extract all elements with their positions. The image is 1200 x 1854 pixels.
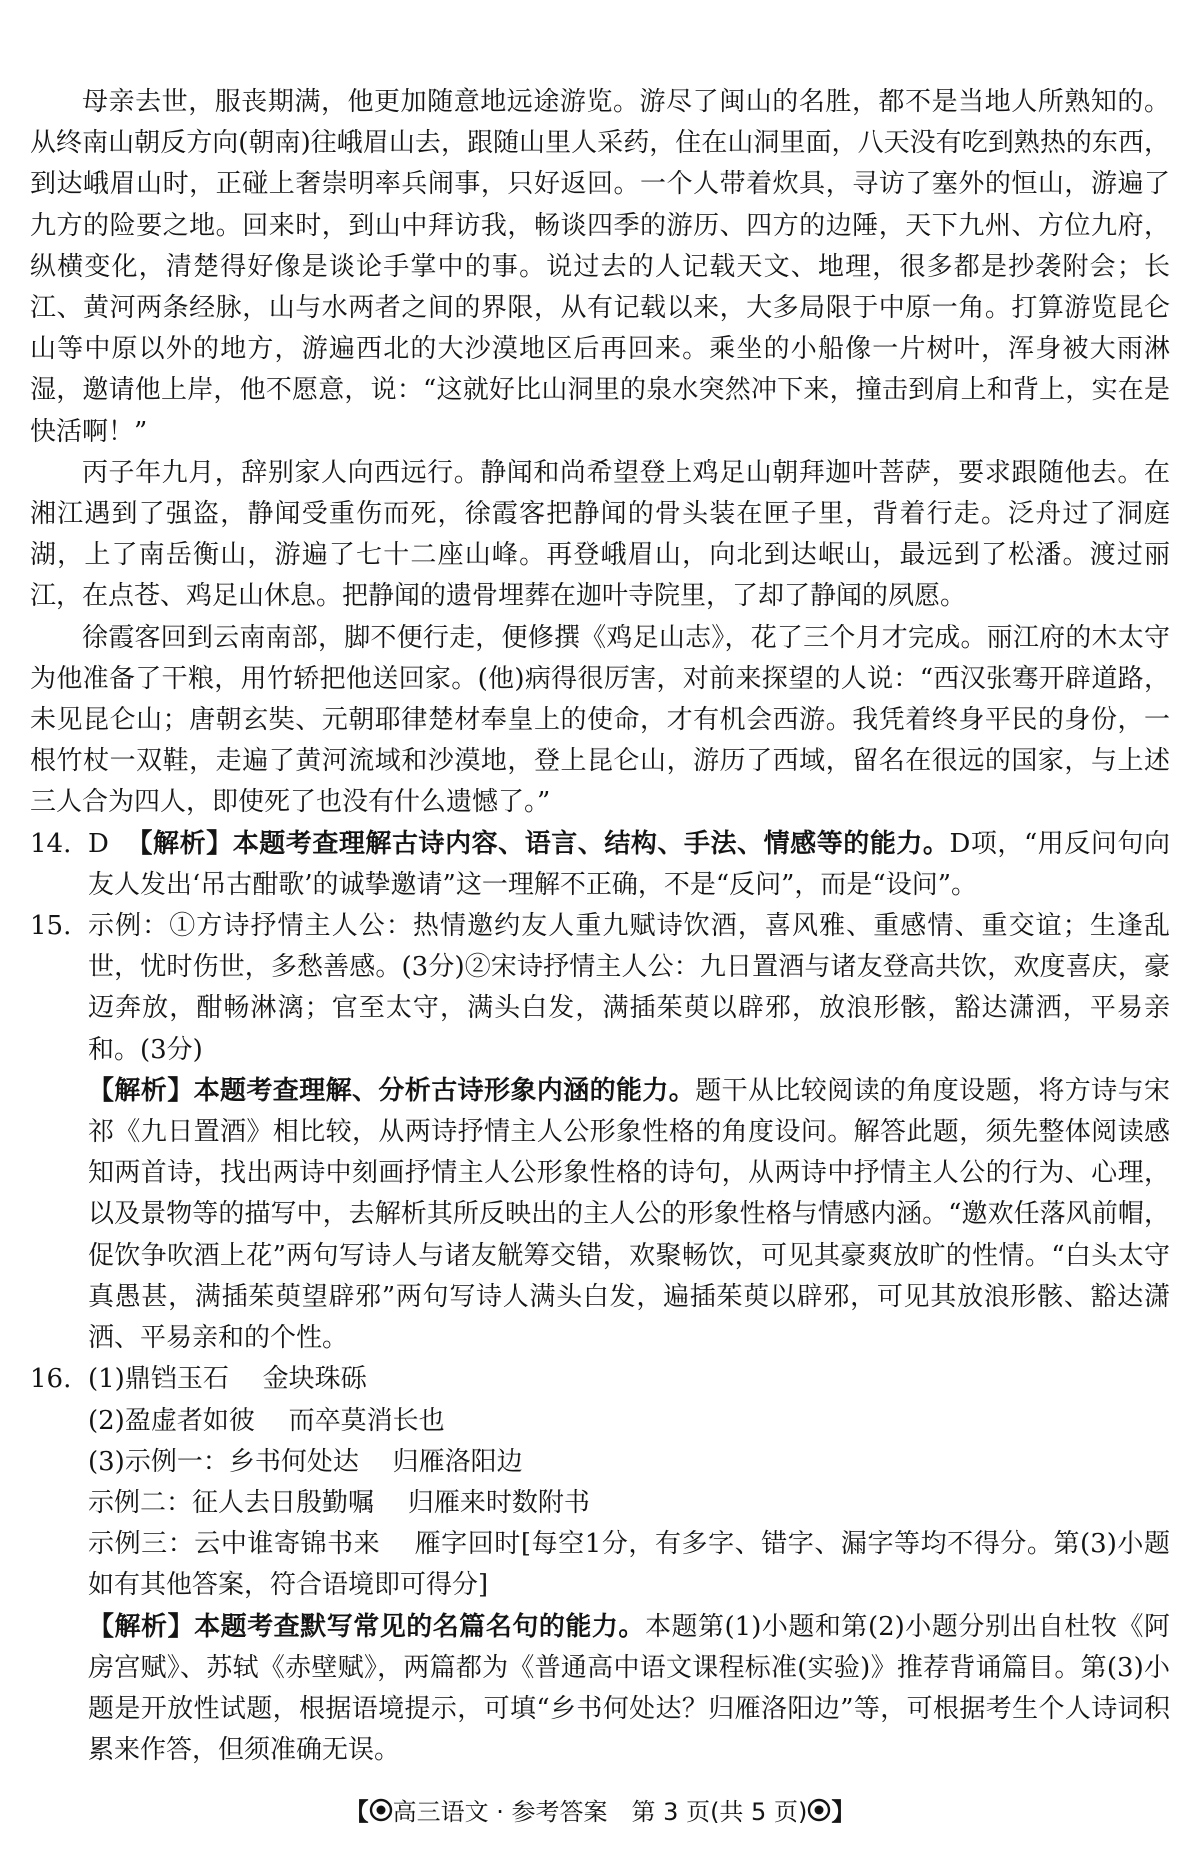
question-number: 16. [30, 1364, 72, 1395]
answer-letter: D [88, 828, 109, 859]
answer-blank: 乡书何处达 [228, 1446, 359, 1477]
answer-blank: 雁字回时 [414, 1529, 521, 1560]
footer-left-bracket: 【 [344, 1798, 369, 1826]
analysis-text: 题干从比较阅读的角度设题，将方诗与宋祁《九日置酒》相比较，从两诗抒情主人公形象性格的角度设问。解答此题，须先整体阅读感知两首诗，找出两诗中刻画抒情主人公形象性格的诗句，从两诗中抒情主人公的行为、心理，以及景物等的描写中，去解析其所反映出的主人公的形象性格与情感内涵。“邀欢任落风前帽，促饮争吹酒上花”两句写诗人与诸友觥筹交错，欢聚畅饮，可见其豪爽放旷的性情。“白头太守真愚甚，满插茱萸望辟邪”两句写诗人满头白发，遍插茱萸以辟邪，可见其放浪形骸、豁达潇洒、平易亲和的个性。 [88, 1075, 1170, 1354]
answer-blank: 金块珠砾 [262, 1364, 367, 1395]
answer-blank: 盈虚者如彼 [124, 1405, 255, 1436]
sub-label: (2) [88, 1405, 125, 1436]
answer-blank: 云中谁寄锦书来 [194, 1529, 381, 1560]
question-number: 14. [30, 828, 72, 859]
example-3-line [88, 1524, 1170, 1606]
question-16-analysis [88, 1607, 1170, 1772]
analysis-lead: 本题考查理解、分析古诗形象内涵的能力。 [193, 1075, 696, 1106]
question-15 [30, 906, 1170, 1071]
page-footer [0, 1797, 1200, 1829]
sub-label: 示例三： [88, 1529, 195, 1560]
example-2-line [88, 1483, 1170, 1524]
answer-line-3 [88, 1442, 1170, 1483]
analysis-tag: 【解析】 [88, 1075, 194, 1106]
analysis-tag: 【解析】 [88, 1611, 195, 1642]
answer-blank: 归雁洛阳边 [392, 1446, 523, 1477]
footer-right-bracket: 】 [831, 1798, 856, 1826]
question-15-answer: 示例：①方诗抒情主人公：热情邀约友人重九赋诗饮酒，喜风雅、重感情、重交谊；生逢乱世，忧时伤世，多愁善感。(3分)②宋诗抒情主人公：九日置酒与诸友登高共饮，欢度喜庆，豪迈奔放，酣畅淋漓；官至太守，满头白发，满插茱萸以辟邪，放浪形骸，豁达潇洒，平易亲和。(3分) [88, 911, 1170, 1065]
question-number: 15. [30, 911, 72, 942]
sub-label: (3)示例一： [88, 1446, 229, 1477]
translation-paragraph-3: 徐霞客回到云南南部，脚不便行走，便修撰《鸡足山志》，花了三个月才完成。丽江府的木太守为他准备了干粮，用竹轿把他送回家。(他)病得很厉害，对前来探望的人说：“西汉张骞开辟道路，未见昆仑山；唐朝玄奘、元朝耶律楚材奉皇上的使命，才有机会西游。我凭着终身平民的身份，一根竹杖一双鞋，走遍了黄河流域和沙漠地，登上昆仑山，游历了西域，留名在很远的国家，与上述三人合为四人，即使死了也没有什么遗憾了。” [30, 622, 1170, 818]
target-icon [369, 1798, 393, 1829]
question-16 [30, 1359, 1170, 1400]
analysis-tag: 【解析】 [126, 828, 233, 859]
analysis-lead: 本题考查理解古诗内容、语言、结构、手法、情感等的能力。 [232, 828, 950, 859]
answer-blank: 而卒莫消长也 [288, 1405, 445, 1436]
answer-line-2 [88, 1401, 1170, 1442]
sub-label: 示例二： [88, 1487, 193, 1518]
analysis-text: D项，“用反问句向友人发出‘吊古酣歌’的诚挚邀请”这一理解不正确，不是“反问”，而是“设问”。 [88, 828, 1170, 900]
answer-blank: 归雁来时数附书 [407, 1487, 590, 1518]
sub-label: (1) [88, 1364, 125, 1395]
footer-title: 高三语文 · 参考答案 第 3 页(共 5 页) [392, 1798, 808, 1826]
translation-paragraph-1: 母亲去世，服丧期满，他更加随意地远途游览。游尽了闽山的名胜，都不是当地人所熟知的。从终南山朝反方向(朝南)往峨眉山去，跟随山里人采药，住在山洞里面，八天没有吃到熟热的东西，到达峨眉山时，正碰上奢崇明率兵闹事，只好返回。一个人带着炊具，寻访了塞外的恒山，游遍了九方的险要之地。回来时，到山中拜访我，畅谈四季的游历、四方的边陲，天下九州、方位九府，纵横变化，清楚得好像是谈论手掌中的事。说过去的人记载天文、地理，很多都是抄袭附会；长江、黄河两条经脉，山与水两者之间的界限，从有记载以来，大多局限于中原一角。打算游览昆仑山等中原以外的地方，游遍西北的大沙漠地区后再回来。乘坐的小船像一片树叶，浑身被大雨淋湿，邀请他上岸，他不愿意，说：“这就好比山洞里的泉水突然冲下来，撞击到肩上和背上，实在是快活啊！” [30, 87, 1170, 447]
analysis-lead: 本题考查默写常见的名篇名句的能力。 [194, 1611, 645, 1642]
analysis-text: 本题第(1)小题和第(2)小题分别出自杜牧《阿房宫赋》、苏轼《赤壁赋》，两篇都为《普通高中语文课程标准(实验)》推荐背诵篇目。第(3)小题是开放性试题，根据语境提示，可填“乡书何处达？归雁洛阳边”等，可根据考生个人诗词积累来作答，但须准确无误。 [88, 1611, 1170, 1766]
answer-line-1 [88, 1359, 1170, 1400]
question-14-body [88, 824, 1170, 906]
target-icon [807, 1798, 831, 1829]
answer-blank: 征人去日殷勤嘱 [192, 1487, 375, 1518]
question-15-analysis [88, 1071, 1170, 1359]
scoring-note: [每空1分，有多字、错字、漏字等均不得分。第(3)小题如有其他答案，符合语境即可得分] [88, 1529, 1170, 1601]
translation-paragraph-2: 丙子年九月，辞别家人向西远行。静闻和尚希望登上鸡足山朝拜迦叶菩萨，要求跟随他去。在湘江遇到了强盗，静闻受重伤而死，徐霞客把静闻的骨头装在匣子里，背着行走。泛舟过了洞庭湖，上了南岳衡山，游遍了七十二座山峰。再登峨眉山，向北到达岷山，最远到了松潘。渡过丽江，在点苍、鸡足山休息。把静闻的遗骨埋葬在迦叶寺院里，了却了静闻的夙愿。 [30, 457, 1170, 612]
answer-page [30, 82, 1170, 1771]
question-14 [30, 824, 1170, 906]
answer-blank: 鼎铛玉石 [124, 1364, 229, 1395]
